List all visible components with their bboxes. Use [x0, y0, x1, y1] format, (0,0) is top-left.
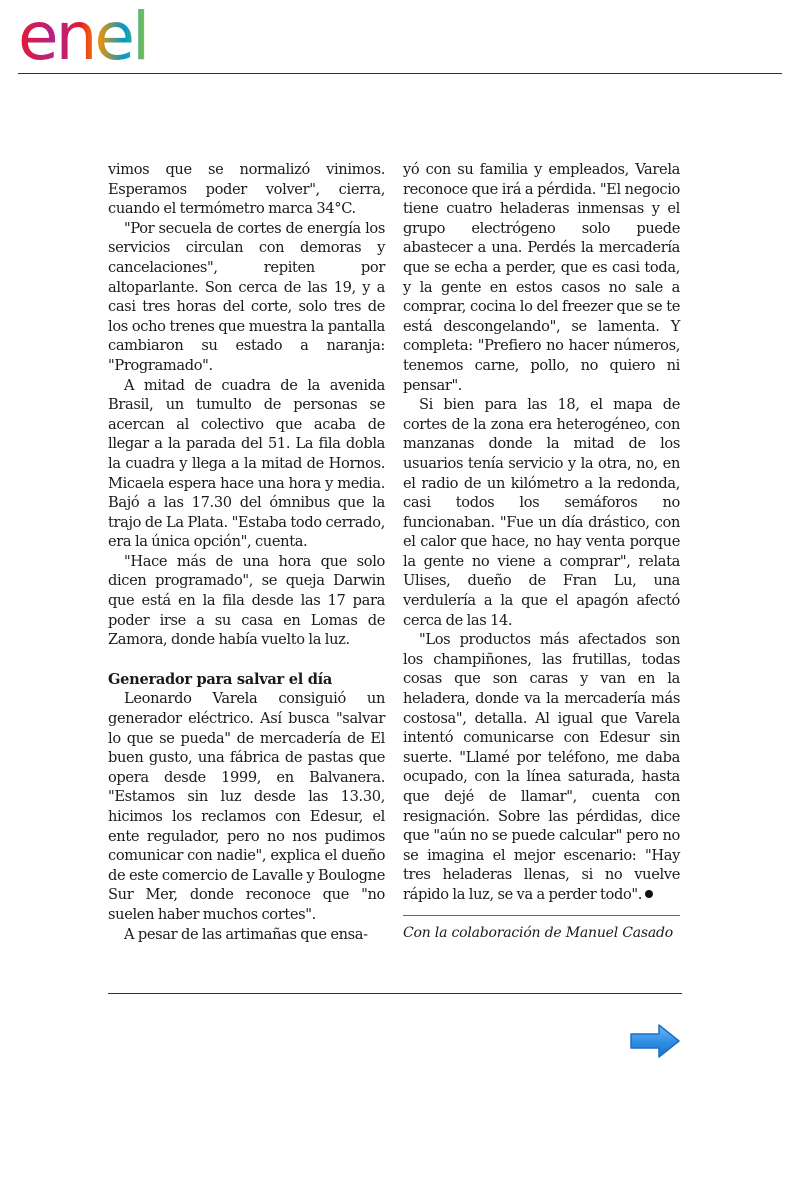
paragraph: Si bien para las 18, el mapa de cortes de la zona era heterogéneo, con manzanas donde la mitad de los usuarios tenía servicio y la otra, no, en el radio de un kilómetro a la redonda, casi todos los semáforos no funcionaban. "Fue un día drástico, con el calor que hace, no hay venta porque la gente no viene a comprar", relata Ulises, dueño de Fran Lu, una verdulería a la que el apagón afectó cerca de las 14.: [403, 396, 680, 629]
paragraph-last: [403, 630, 680, 904]
paragraph: yó con su familia y empleados, Varela reconoce que irá a pérdida. "El negocio tiene cuatro heladeras inmensas y el grupo electrógeno solo puede abastecer a una. Perdés la mercadería que se echa a perder, que es casi toda, y la gente en estos casos no sale a comprar, cocina lo del freezer que se te está descongelando", se lamenta. Y completa: "Prefiero no hacer números, tenemos carne, pollo, no quiero ni pensar".: [403, 161, 680, 394]
svg-text:enel: enel: [18, 4, 148, 70]
right-arrow-icon[interactable]: [628, 1022, 682, 1060]
article-subheading: Generador para salvar el día: [108, 670, 333, 688]
article-body: [108, 160, 680, 944]
paragraph: vimos que se normalizó vinimos. Esperamos poder volver", cierra, cuando el termómetro marca 34°C.: [108, 161, 385, 218]
paragraph: A mitad de cuadra de la avenida Brasil, un tumulto de personas se acercan al colectivo que acaba de llegar a la parada del 51. La fila dobla la cuadra y llega a la mitad de Hornos. Micaela espera hace una hora y media. Bajó a las 17.30 del ómnibus que la trajo de La Plata. "Estaba todo cerrado, era la única opción", cuenta.: [108, 376, 385, 551]
header-divider: [18, 73, 782, 74]
paragraph: Leonardo Varela consiguió un generador eléctrico. Así busca "salvar lo que se pueda" de mercadería de El buen gusto, una fábrica de pastas que opera desde 1999, en Balvanera. "Estamos sin luz desde las 13.30, hicimos los reclamos con Edesur, el ente regulador, pero no nos pudimos comunicar con nadie", explica el dueño de este comercio de Lavalle y Boulogne Sur Mer, donde reconoce que "no suelen haber muchos cortes".: [108, 690, 385, 923]
article-column-left: [108, 160, 385, 944]
paragraph: "Por secuela de cortes de energía los servicios circulan con demoras y cancelaciones", repiten por altoparlante. Son cerca de las 19, y a casi tres horas del corte, solo tres de los ocho trenes que muestra la pantalla cambiaron su estado a naranja: "Programado".: [108, 219, 385, 374]
end-mark-icon: [645, 890, 653, 898]
paragraph: A pesar de las artimañas que ensa-: [124, 925, 368, 943]
article-column-right: [403, 160, 680, 944]
article-credit: Con la colaboración de Manuel Casado: [403, 924, 674, 941]
paragraph: "Hace más de una hora que solo dicen programado", se queja Darwin que está en la fila desde las 17 para poder irse a su casa en Lomas de Zamora, donde había vuelto la luz.: [108, 552, 385, 649]
enel-logo: [18, 4, 188, 70]
paragraph-text: "Los productos más afectados son los champiñones, las frutillas, todas cosas que son caras y van en la heladera, donde va la mercadería más costosa", detalla. Al igual que Varela intentó comunicarse con Edesur sin suerte. "Llamé por teléfono, me daba ocupado, con la línea saturada, hasta que dejé de llamar", cuenta con resignación. Sobre las pérdidas, dice que "aún no se puede calcular" pero no se imagina el mejor escenario: "Hay tres heladeras llenas, si no vuelve rápido la luz, se va a perder todo".: [403, 631, 680, 903]
credit-divider: [403, 915, 680, 916]
footer-divider: [108, 993, 682, 994]
